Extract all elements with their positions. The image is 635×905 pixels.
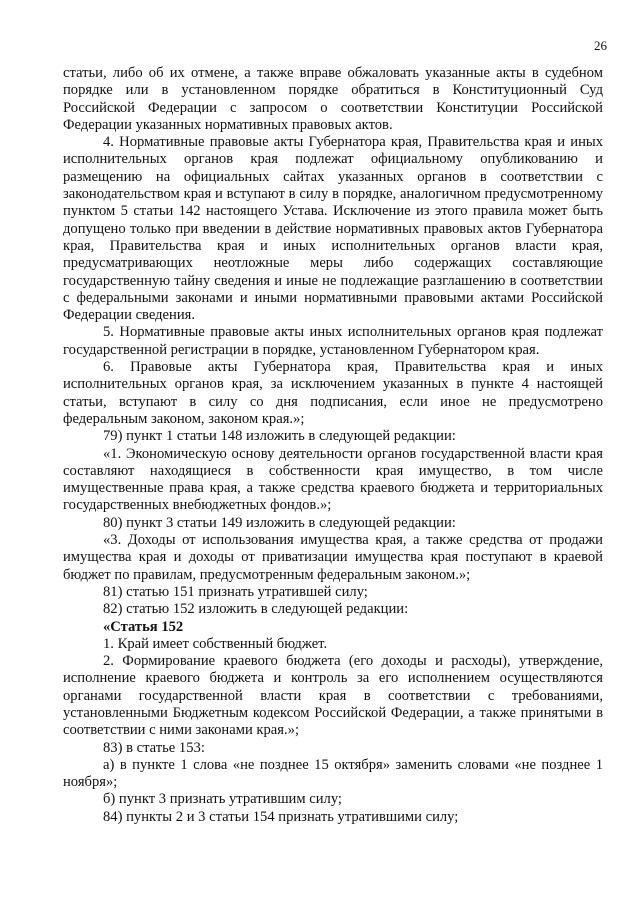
- paragraph: 6. Правовые акты Губернатора края, Правительства края и иных исполнительных органов края, за исключением указанных в пункте 4 настоящей статьи, вступают в силу со дня подписания, если иное не предусмотрено федеральным законом, законом края.»;: [63, 359, 603, 427]
- document-body: [63, 65, 603, 826]
- paragraph: 4. Нормативные правовые акты Губернатора края, Правительства края и иных исполнительных органов края подлежат официальному опубликованию и размещению на официальных сайтах указанных органов в соответствии с законодательством края и вступают в силу в порядке, аналогичном предусмотренному пунктом 5 статьи 142 настоящего Устава. Исключение из этого правила может быть допущено только при введении в действие нормативных правовых актов Губернатора края, Правительства края и иных исполнительных органов власти края, предусматривающих неотложные меры либо содержащих составляющие государственную тайну сведения и иные не подлежащие разглашению в соответствии с федеральными законами и иными нормативными правовыми актами Российской Федерации сведения.: [63, 134, 603, 324]
- paragraph: «3. Доходы от использования имущества края, а также средства от продажи имущества края и доходы от приватизации имущества края поступают в краевой бюджет по правилам, предусмотренным федеральным законом.»;: [63, 532, 603, 583]
- paragraph: 83) в статье 153:: [103, 739, 205, 756]
- paragraph: б) пункт 3 признать утратившим силу;: [103, 791, 342, 808]
- paragraph: а) в пункте 1 слова «не позднее 15 октября» заменить словами «не позднее 1 ноября»;: [63, 756, 603, 791]
- page-number: 26: [594, 38, 607, 53]
- paragraph: 80) пункт 3 статьи 149 изложить в следующей редакции:: [103, 514, 456, 531]
- paragraph: 79) пункт 1 статьи 148 изложить в следующей редакции:: [103, 428, 456, 445]
- paragraph: 1. Край имеет собственный бюджет.: [103, 635, 328, 652]
- paragraph: «1. Экономическую основу деятельности органов государственной власти края составляют находящиеся в собственности края имущество, в том числе имущественные права края, а также средства краевого бюджета и территориальных государственных внебюджетных фондов.»;: [63, 445, 603, 514]
- paragraph: 81) статью 151 признать утратившей силу;: [103, 583, 368, 600]
- paragraph: 2. Формирование краевого бюджета (его доходы и расходы), утверждение, исполнение краевого бюджета и контроль за его исполнением осуществляются органами государственной власти края в соответствии с требованиями, установленными Бюджетным кодексом Российской Федерации, а также принятыми в соответствии с ними законами края.»;: [63, 653, 603, 739]
- article-heading: [63, 619, 603, 636]
- paragraph: 84) пункты 2 и 3 статьи 154 признать утратившими силу;: [103, 808, 459, 825]
- paragraph: статьи, либо об их отмене, а также вправе обжаловать указанные акты в судебном порядке или в установленном порядке обратиться в Конституционный Суд Российской Федерации с запросом о соответствии Конституции Российской Федерации указанных нормативных правовых актов.: [63, 65, 603, 133]
- article-heading-text: «Статья 152: [103, 618, 184, 635]
- paragraph: 5. Нормативные правовые акты иных исполнительных органов края подлежат государственной регистрации в порядке, установленном Губернатором края.: [63, 324, 603, 358]
- paragraph: 82) статью 152 изложить в следующей редакции:: [103, 601, 409, 618]
